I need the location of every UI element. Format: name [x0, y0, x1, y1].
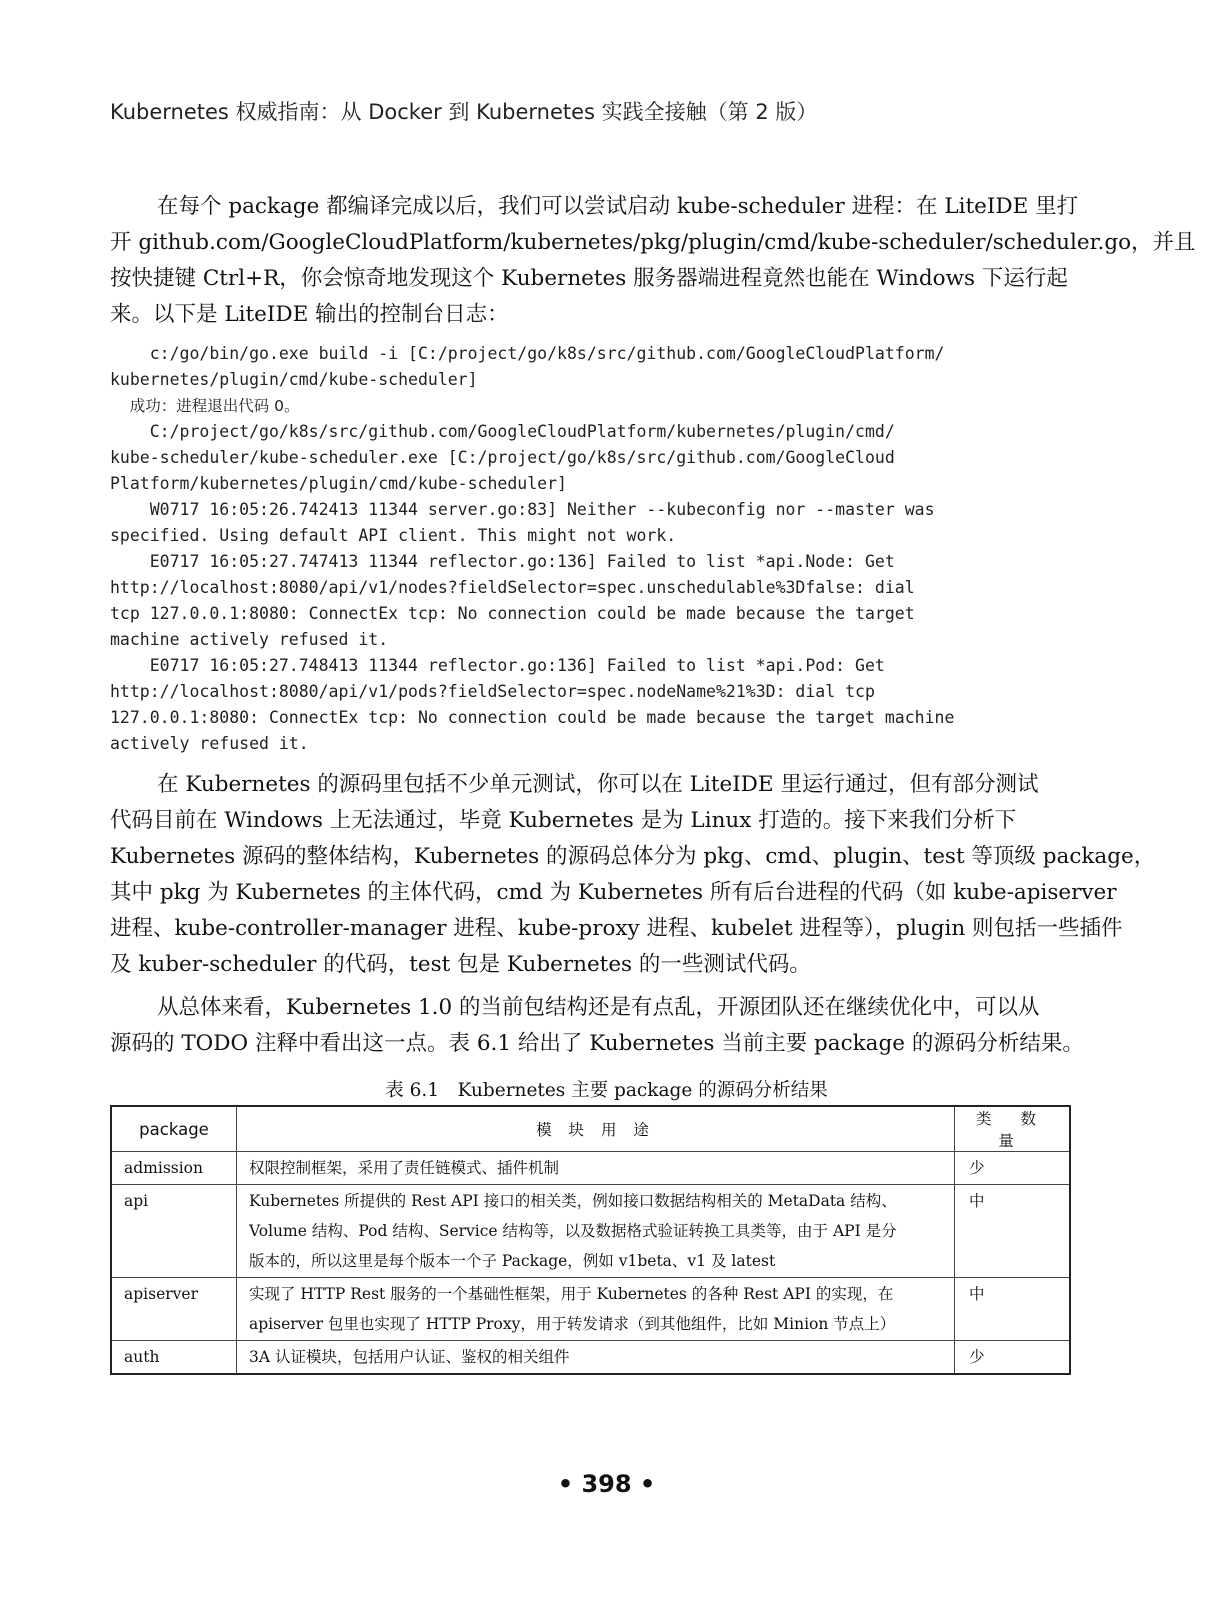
- text-line: 来。以下是 LiteIDE 输出的控制台日志：: [110, 302, 509, 327]
- text-line: 代码目前在 Windows 上无法通过，毕竟 Kubernetes 是为 Linux 打造的。接下来我们分析下: [110, 808, 1017, 833]
- purpose-line: 3A 认证模块，包括用户认证、鉴权的相关组件: [249, 1348, 570, 1366]
- code-line: kubernetes/plugin/cmd/kube-scheduler]: [110, 370, 478, 389]
- code-line: C:/project/go/k8s/src/github.com/GoogleCloudPlatform/kubernetes/plugin/cmd/: [110, 422, 895, 441]
- code-line: specified. Using default API client. This might not work.: [110, 526, 677, 545]
- count-cell: 中: [955, 1278, 1071, 1341]
- code-line: 127.0.0.1:8080: ConnectEx tcp: No connection could be made because the target machine: [110, 708, 955, 727]
- text-line: 在 Kubernetes 的源码里包括不少单元测试，你可以在 LiteIDE 里运行通过，但有部分测试: [157, 772, 1039, 797]
- code-line: 成功：进程退出代码 0。: [110, 397, 300, 415]
- purpose-line: Kubernetes 所提供的 Rest API 接口的相关类，例如接口数据结构相关的 MetaData 结构、: [249, 1192, 897, 1210]
- code-line: Platform/kubernetes/plugin/cmd/kube-scheduler]: [110, 474, 567, 493]
- package-analysis-table: [110, 1105, 1071, 1375]
- text-line: 从总体来看，Kubernetes 1.0 的当前包结构还是有点乱，开源团队还在继续优化中，可以从: [157, 995, 1040, 1020]
- text-line: 进程、kube-controller-manager 进程、kube-proxy 进程、kubelet 进程等），plugin 则包括一些插件: [110, 916, 1123, 941]
- text-line: 其中 pkg 为 Kubernetes 的主体代码，cmd 为 Kubernetes 所有后台进程的代码（如 kube-apiserver: [110, 880, 1117, 905]
- code-line: http://localhost:8080/api/v1/nodes?fieldSelector=spec.unschedulable%3Dfalse: dial: [110, 578, 915, 597]
- count-cell: 少: [955, 1341, 1071, 1375]
- table-caption: 表 6.1 Kubernetes 主要 package 的源码分析结果: [385, 1080, 828, 1101]
- code-line: E0717 16:05:27.747413 11344 reflector.go:136] Failed to list *api.Node: Get: [110, 552, 895, 571]
- code-line: tcp 127.0.0.1:8080: ConnectEx tcp: No connection could be made because the target: [110, 604, 915, 623]
- paragraph-source-structure: [110, 767, 1156, 983]
- code-line: E0717 16:05:27.748413 11344 reflector.go:136] Failed to list *api.Pod: Get: [110, 656, 885, 675]
- code-line: machine actively refused it.: [110, 630, 389, 649]
- table-row: [111, 1185, 1070, 1278]
- running-header: Kubernetes 权威指南：从 Docker 到 Kubernetes 实践全接触（第 2 版）: [110, 100, 818, 124]
- package-cell: apiserver: [111, 1278, 237, 1341]
- purpose-line: Volume 结构、Pod 结构、Service 结构等，以及数据格式验证转换工具类等，由于 API 是分: [249, 1222, 897, 1240]
- paragraph-package-overview: [110, 990, 1084, 1062]
- console-log-block: [110, 341, 1080, 757]
- text-line: 源码的 TODO 注释中看出这一点。表 6.1 给出了 Kubernetes 当前主要 package 的源码分析结果。: [110, 1031, 1084, 1056]
- purpose-line: 版本的，所以这里是每个版本一个子 Package，例如 v1beta、v1 及 latest: [249, 1252, 776, 1270]
- purpose-cell: [237, 1341, 955, 1375]
- paragraph-scheduler-intro: [110, 189, 1196, 333]
- code-line: http://localhost:8080/api/v1/pods?fieldSelector=spec.nodeName%21%3D: dial tcp: [110, 682, 875, 701]
- table-row: [111, 1278, 1070, 1341]
- text-line: 及 kuber-scheduler 的代码，test 包是 Kubernetes 的一些测试代码。: [110, 952, 811, 977]
- purpose-cell: [237, 1152, 955, 1185]
- purpose-line: apiserver 包里也实现了 HTTP Proxy，用于转发请求（到其他组件，比如 Minion 节点上）: [249, 1315, 896, 1333]
- code-line: c:/go/bin/go.exe build -i [C:/project/go/k8s/src/github.com/GoogleCloudPlatform/: [110, 344, 945, 363]
- purpose-cell: [237, 1185, 955, 1278]
- package-cell: api: [111, 1185, 237, 1278]
- code-line: kube-scheduler/kube-scheduler.exe [C:/project/go/k8s/src/github.com/GoogleCloud: [110, 448, 895, 467]
- count-cell: 中: [955, 1185, 1071, 1278]
- code-line: W0717 16:05:26.742413 11344 server.go:83] Neither --kubeconfig nor --master was: [110, 500, 935, 519]
- code-line: actively refused it.: [110, 734, 309, 753]
- column-header-class-count: 类 数 量: [955, 1106, 1071, 1152]
- table-row: [111, 1152, 1070, 1185]
- column-header-package: package: [111, 1106, 237, 1152]
- purpose-line: 实现了 HTTP Rest 服务的一个基础性框架，用于 Kubernetes 的各种 Rest API 的实现，在: [249, 1285, 894, 1303]
- column-header-purpose: 模 块 用 途: [237, 1106, 955, 1152]
- text-line: 按快捷键 Ctrl+R，你会惊奇地发现这个 Kubernetes 服务器端进程竟然也能在 Windows 下运行起: [110, 266, 1068, 291]
- table-header-row: [111, 1106, 1070, 1152]
- count-cell: 少: [955, 1152, 1071, 1185]
- package-cell: auth: [111, 1341, 237, 1375]
- text-line: Kubernetes 源码的整体结构，Kubernetes 的源码总体分为 pkg、cmd、plugin、test 等顶级 package，: [110, 844, 1156, 869]
- text-line: 在每个 package 都编译完成以后，我们可以尝试启动 kube-scheduler 进程：在 LiteIDE 里打: [157, 194, 1079, 219]
- text-line: 开 github.com/GoogleCloudPlatform/kubernetes/pkg/plugin/cmd/kube-scheduler/scheduler.go，并且: [110, 230, 1196, 255]
- purpose-line: 权限控制框架，采用了责任链模式、插件机制: [249, 1159, 560, 1177]
- purpose-cell: [237, 1278, 955, 1341]
- page-number: • 398 •: [557, 1470, 656, 1498]
- package-cell: admission: [111, 1152, 237, 1185]
- table-row: [111, 1341, 1070, 1375]
